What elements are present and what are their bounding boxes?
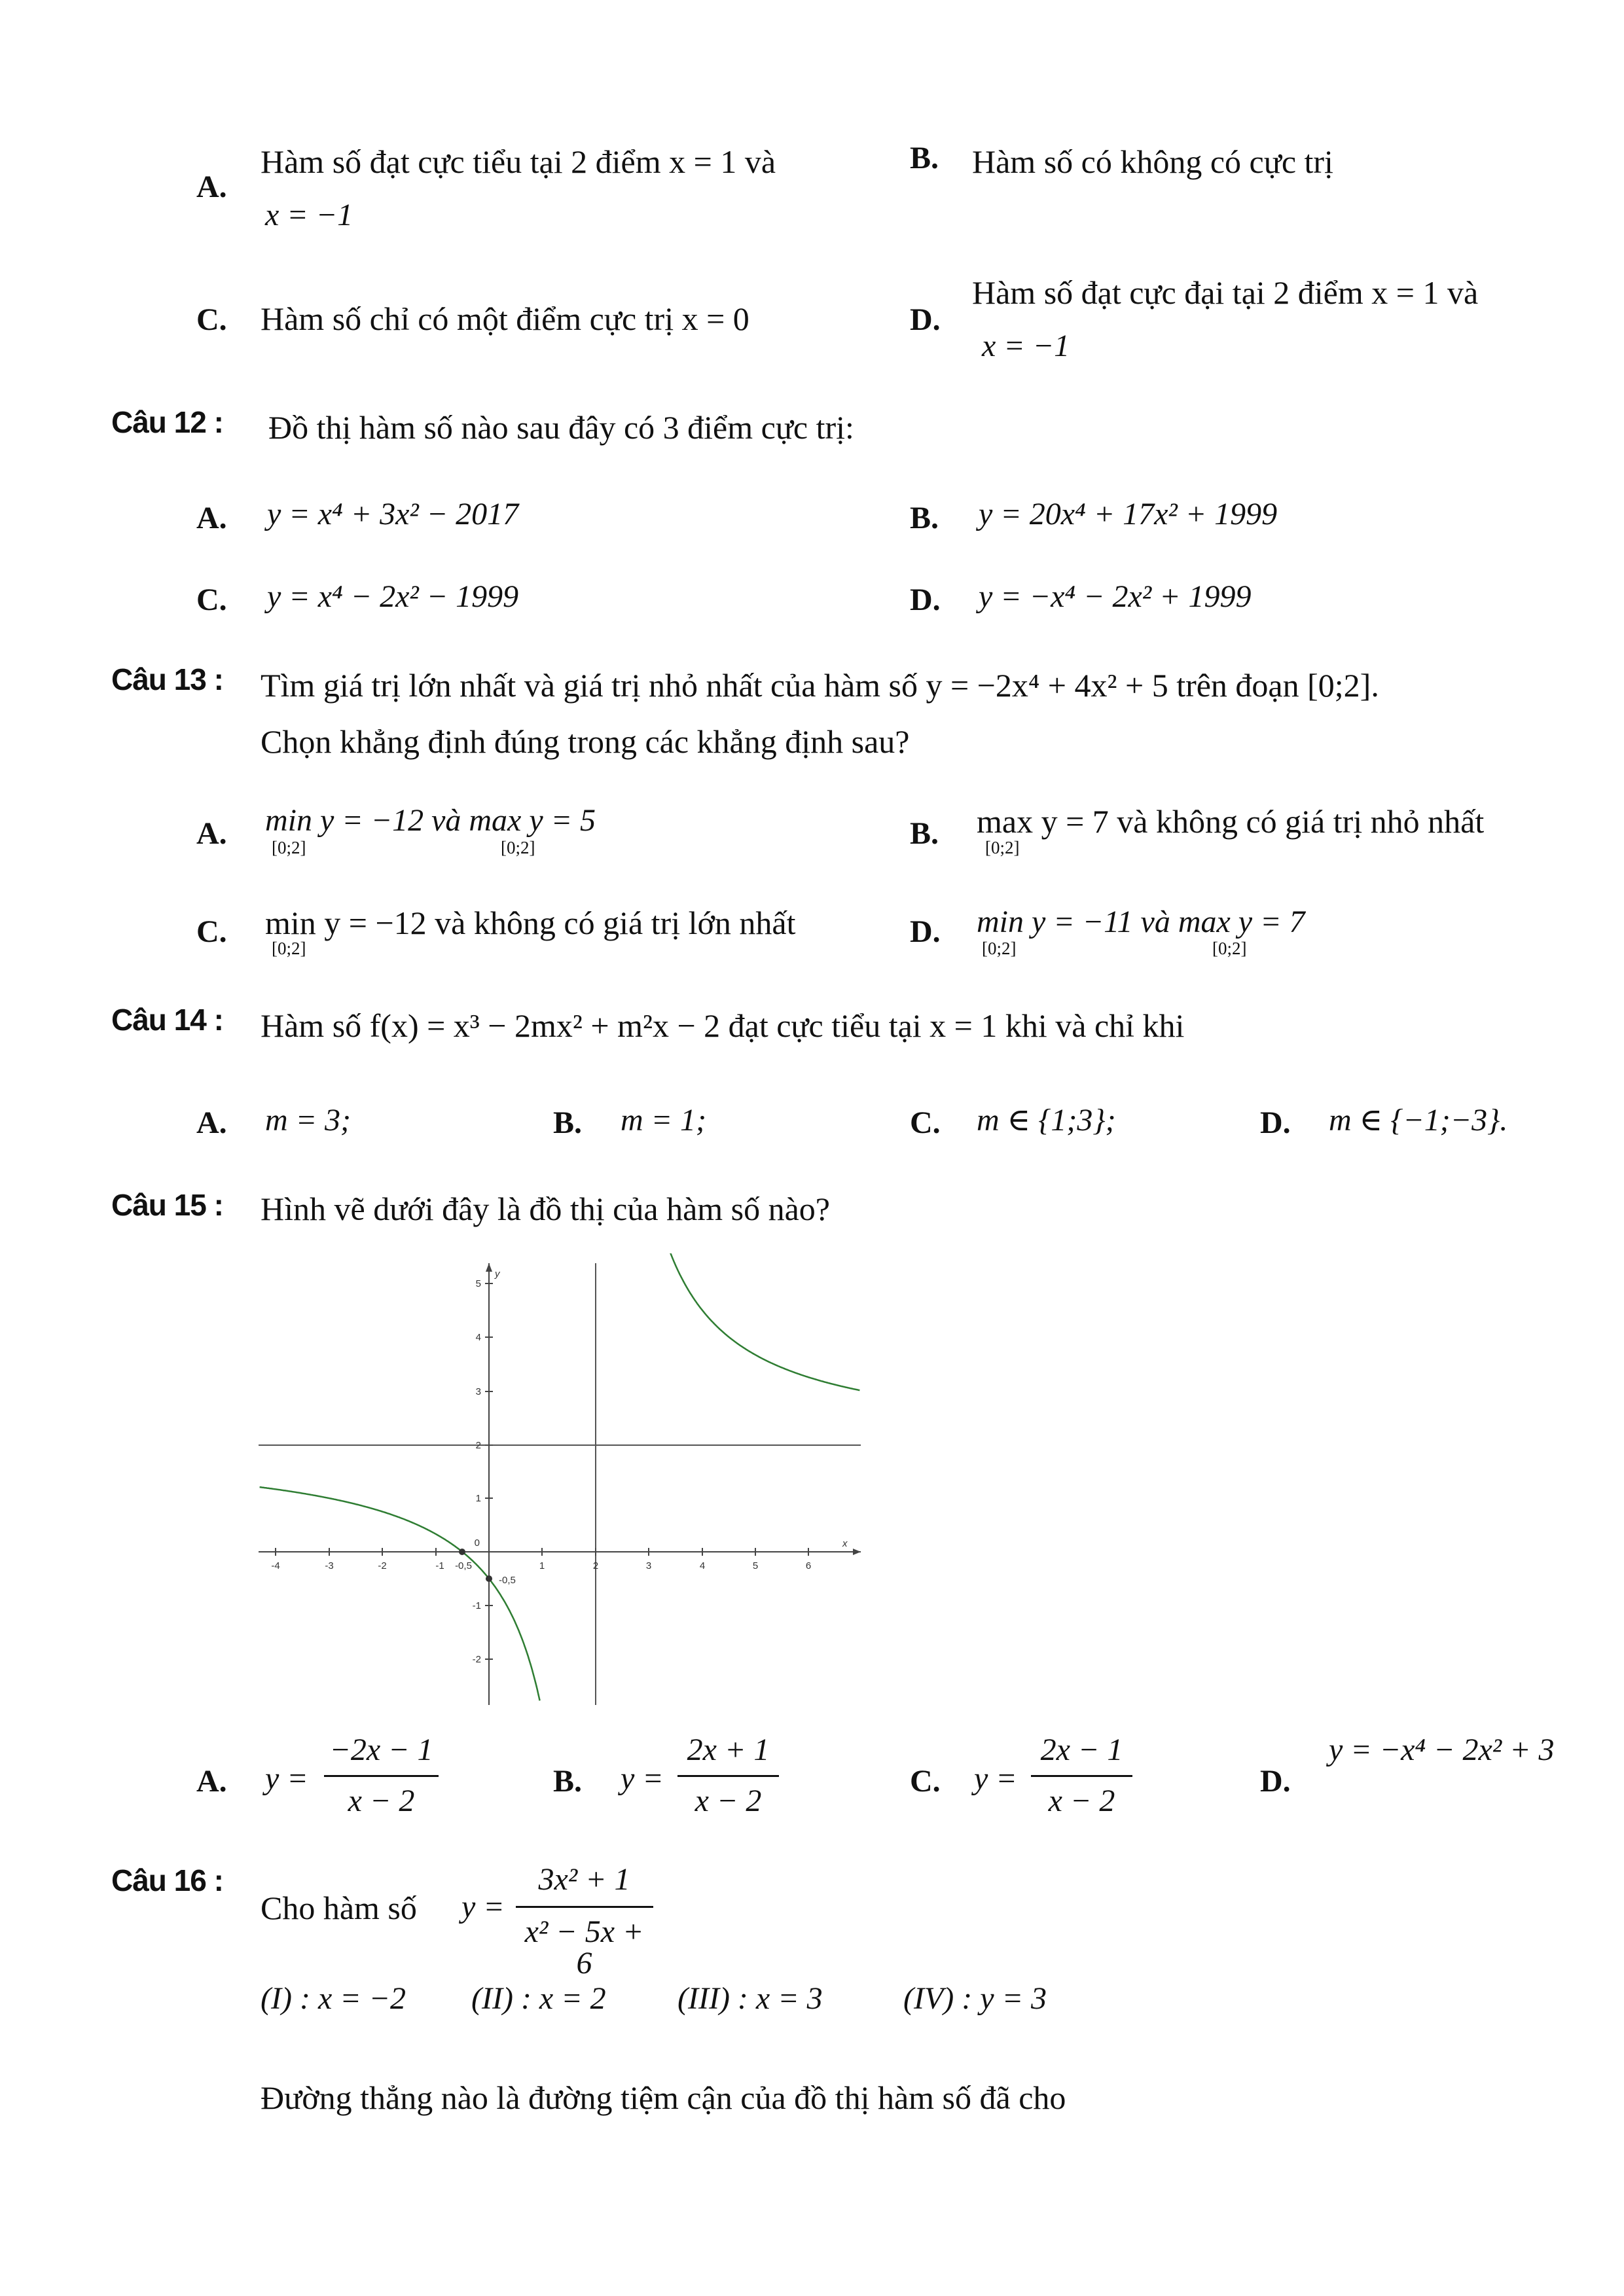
x-tick-label: 1: [539, 1560, 545, 1571]
question-15-label: Câu 15 :: [111, 1188, 223, 1222]
q15-option-c-lhs: y =: [974, 1761, 1017, 1796]
question-16-denominator: x² − 5x + 6: [524, 1914, 644, 1981]
q15-option-a-denominator: x − 2: [348, 1784, 415, 1818]
question-13-label: Câu 13 :: [111, 662, 223, 696]
q15-option-b-numerator: 2x + 1: [687, 1732, 770, 1767]
prev-option-d-text: Hàm số đạt cực đại tại 2 điểm x = 1 và: [972, 274, 1479, 311]
q15-option-d-label: D.: [1260, 1764, 1291, 1799]
x-tick-label: -1: [435, 1560, 444, 1571]
x-tick-label: 6: [805, 1560, 812, 1571]
y-tick-label: 4: [475, 1332, 481, 1343]
q15-option-a-numerator: −2x − 1: [329, 1732, 433, 1767]
q15-option-c-fraction-bar: [1031, 1775, 1132, 1777]
q12-option-d-text: y = −x⁴ − 2x² + 1999: [979, 579, 1252, 614]
x-tick-label: 2: [592, 1560, 599, 1571]
origin-label: 0: [474, 1537, 480, 1549]
x-tick-label: 3: [645, 1560, 652, 1571]
q13-option-d-sub-min: [0;2]: [982, 939, 1017, 958]
question-16-lhs: y =: [461, 1890, 505, 1924]
y-axis-label: y: [495, 1268, 500, 1280]
q15-option-c-denominator: x − 2: [1048, 1784, 1115, 1818]
question-16-label: Câu 16 :: [111, 1863, 223, 1897]
question-12-label: Câu 12 :: [111, 405, 223, 439]
q15-option-b-fraction-bar: [677, 1775, 779, 1777]
question-13-text-cont: Chọn khẳng định đúng trong các khẳng định sau?: [261, 723, 910, 760]
y-tick-label: -2: [472, 1654, 481, 1665]
q12-option-c-label: C.: [196, 583, 227, 617]
q13-option-c-text: min y = −12 và không có giá trị lớn nhất: [265, 905, 796, 941]
prev-option-d-label: D.: [910, 302, 941, 337]
q13-option-a-sub-min: [0;2]: [272, 838, 306, 857]
q13-option-d-label: D.: [910, 914, 941, 949]
question-16-numerator: 3x² + 1: [538, 1862, 630, 1897]
q14-option-a-label: A.: [196, 1105, 227, 1140]
q12-option-d-label: D.: [910, 583, 941, 617]
q13-option-c-label: C.: [196, 914, 227, 949]
question-16-fraction-bar: [516, 1906, 653, 1908]
q15-option-b-label: B.: [553, 1764, 583, 1799]
question-15-text: Hình vẽ dưới đây là đồ thị của hàm số nào?: [261, 1191, 830, 1227]
q13-option-d-text: min y = −11 và max y = 7: [977, 905, 1305, 939]
y-intercept-label: -0,5: [499, 1575, 516, 1586]
q16-item-4: (IV) : y = 3: [903, 1981, 1047, 2016]
y-axis-arrow: [486, 1263, 492, 1272]
question-14-label: Câu 14 :: [111, 1003, 223, 1037]
q14-option-b-text: m = 1;: [621, 1103, 707, 1138]
q15-option-c-label: C.: [910, 1764, 941, 1799]
q13-option-a-text: min y = −12 và max y = 5: [265, 803, 596, 838]
q15-option-a-label: A.: [196, 1764, 227, 1799]
axis-ticks: [276, 1283, 808, 1659]
q13-option-b-text: max y = 7 và không có giá trị nhỏ nhất: [977, 803, 1485, 840]
q16-item-2: (II) : x = 2: [471, 1981, 606, 2016]
x-tick-label: -4: [271, 1560, 280, 1571]
q13-option-c-sub: [0;2]: [272, 939, 306, 958]
prev-option-a-text-cont: x = −1: [265, 198, 353, 232]
q16-item-3: (III) : x = 3: [677, 1981, 823, 2016]
prev-option-a-label: A.: [196, 170, 227, 204]
q15-option-d-text: y = −x⁴ − 2x² + 3: [1329, 1732, 1555, 1767]
x-tick-label: 5: [752, 1560, 759, 1571]
hyperbola-right-branch: [670, 1253, 860, 1390]
q12-option-b-label: B.: [910, 501, 939, 535]
x-intercept-point: [459, 1549, 465, 1555]
q12-option-a-text: y = x⁴ + 3x² − 2017: [267, 497, 519, 531]
x-tick-label: 4: [699, 1560, 706, 1571]
y-intercept-point: [486, 1575, 492, 1582]
prev-option-b-label: B.: [910, 141, 939, 175]
q13-option-a-sub-max: [0;2]: [501, 838, 535, 857]
q14-option-b-label: B.: [553, 1105, 583, 1140]
hyperbola-left-branch: [260, 1487, 540, 1700]
y-tick-label: 2: [475, 1440, 481, 1451]
q15-option-a-fraction-bar: [324, 1775, 439, 1777]
q15-option-c-numerator: 2x − 1: [1040, 1732, 1123, 1767]
q14-option-c-label: C.: [910, 1105, 941, 1140]
q14-option-d-text: m ∈ {−1;−3}.: [1329, 1103, 1508, 1138]
y-tick-label: -1: [472, 1600, 481, 1611]
question-16-prompt: Đường thẳng nào là đường tiệm cận của đồ thị hàm số đã cho: [261, 2079, 1066, 2116]
q15-option-a-lhs: y =: [265, 1761, 308, 1796]
prev-option-b-text: Hàm số có không có cực trị: [972, 143, 1333, 180]
function-graph: [255, 1253, 864, 1705]
q16-item-1: (I) : x = −2: [261, 1981, 406, 2016]
y-tick-label: 1: [475, 1493, 481, 1504]
question-14-text: Hàm số f(x) = x³ − 2mx² + m²x − 2 đạt cực tiểu tại x = 1 khi và chỉ khi: [261, 1007, 1185, 1044]
q13-option-d-sub-max: [0;2]: [1212, 939, 1247, 958]
q12-option-b-text: y = 20x⁴ + 17x² + 1999: [979, 497, 1278, 531]
q14-option-d-label: D.: [1260, 1105, 1291, 1140]
x-tick-label: -3: [325, 1560, 334, 1571]
q12-option-a-label: A.: [196, 501, 227, 535]
x-axis-arrow: [853, 1549, 861, 1555]
y-tick-label: 3: [475, 1386, 481, 1397]
q14-option-c-text: m ∈ {1;3};: [977, 1103, 1116, 1138]
prev-option-a-text: Hàm số đạt cực tiểu tại 2 điểm x = 1 và: [261, 143, 776, 180]
q15-option-b-lhs: y =: [621, 1761, 664, 1796]
prev-option-c-label: C.: [196, 302, 227, 337]
x-axis-label: x: [842, 1538, 848, 1549]
q13-option-b-label: B.: [910, 816, 939, 851]
x-tick-label: -2: [378, 1560, 387, 1571]
prev-option-d-text-cont: x = −1: [982, 329, 1070, 363]
q13-option-a-label: A.: [196, 816, 227, 851]
prev-option-c-text: Hàm số chỉ có một điểm cực trị x = 0: [261, 300, 749, 337]
y-tick-label: 5: [475, 1278, 481, 1289]
question-12-text: Đồ thị hàm số nào sau đây có 3 điểm cực trị:: [268, 409, 854, 446]
q15-option-b-denominator: x − 2: [695, 1784, 762, 1818]
question-16-intro: Cho hàm số: [261, 1890, 417, 1926]
question-13-text: Tìm giá trị lớn nhất và giá trị nhỏ nhất của hàm số y = −2x⁴ + 4x² + 5 trên đoạn [0;2].: [261, 667, 1379, 704]
q13-option-b-sub: [0;2]: [985, 838, 1020, 857]
q12-option-c-text: y = x⁴ − 2x² − 1999: [267, 579, 519, 614]
x-intercept-label: -0,5: [455, 1560, 472, 1571]
q14-option-a-text: m = 3;: [265, 1103, 352, 1138]
